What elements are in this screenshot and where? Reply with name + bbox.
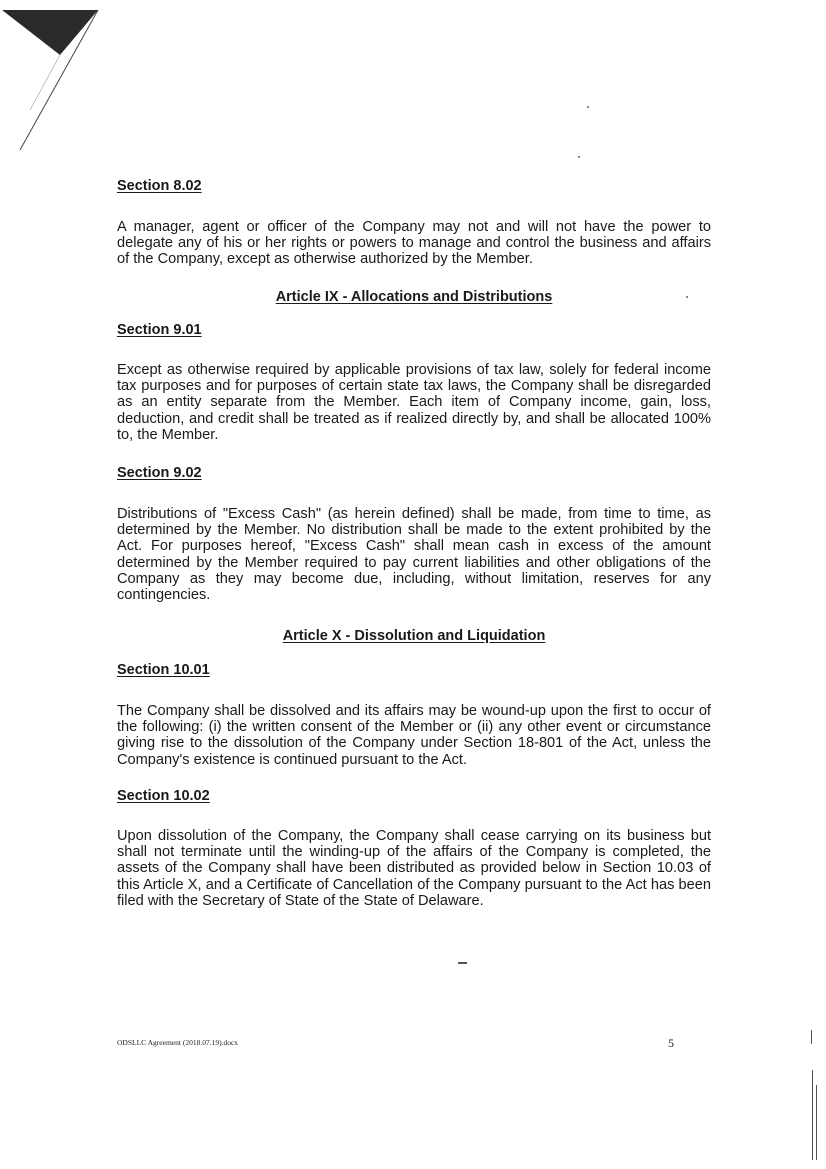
- section-10-02-text: Upon dissolution of the Company, the Company shall cease carrying on its business but shall not terminate until the winding-up of the affairs of the Company is completed, the assets of the Company shall have been distributed as provided below in Section 10.03 of this Article X, and a Certificate of Cancellation of the Company pursuant to the Act has been filed with the Secretary of State of the State of Delaware.: [117, 828, 711, 909]
- section-10-02-heading: Section 10.02: [117, 788, 210, 804]
- footer-filename: ODSLLC Agreement (2018.07.19).docx: [117, 1038, 239, 1047]
- scan-speck: [686, 296, 688, 298]
- scan-speck: [578, 156, 580, 158]
- section-9-01-heading: Section 9.01: [117, 322, 202, 338]
- section-9-01-text: Except as otherwise required by applicable provisions of tax law, solely for federal income tax purposes and for purposes of certain state tax laws, the Company shall be disregarded as an entity separate from the Member. Each item of Company income, gain, loss, deduction, and credit shall be treated as if realized directly by, and shall be allocated 100% to, the Member.: [117, 362, 711, 443]
- section-10-01-text: The Company shall be dissolved and its affairs may be wound-up upon the first to occur of the following: (i) the written consent of the Member or (ii) any other event or circumstance giving rise to the dissolution of the Company under Section 18-801 of the Act, unless the Company's existence is continued pursuant to the Act.: [117, 703, 711, 768]
- scan-edge-line: [816, 1085, 817, 1160]
- folded-corner-artifact: [0, 0, 110, 160]
- scan-speck: [587, 106, 589, 108]
- article-ix-title: Article IX - Allocations and Distributions: [275, 289, 553, 305]
- scan-edge-line: [812, 1070, 813, 1160]
- section-8-02-heading: Section 8.02: [117, 178, 202, 194]
- scan-edge-line: [811, 1030, 812, 1044]
- section-9-02-text: Distributions of "Excess Cash" (as herein defined) shall be made, from time to time, as determined by the Member. No distribution shall be made to the extent prohibited by the Act. For purposes hereof, "Excess Cash" shall mean cash in excess of the amount determined by the Member required to pay current liabilities and other obligations of the Company as they may become due, including, without limitation, reserves for any contingencies.: [117, 506, 711, 604]
- scan-mark: [458, 962, 467, 964]
- section-10-01-heading: Section 10.01: [117, 662, 210, 678]
- section-9-02-heading: Section 9.02: [117, 465, 202, 481]
- article-x-title: Article X - Dissolution and Liquidation: [282, 628, 546, 644]
- section-8-02-text: A manager, agent or officer of the Company may not and will not have the power to delegate any of his or her rights or powers to manage and control the business and affairs of the Company, except as otherwise authorized by the Member.: [117, 219, 711, 268]
- page-number: 5: [668, 1036, 674, 1050]
